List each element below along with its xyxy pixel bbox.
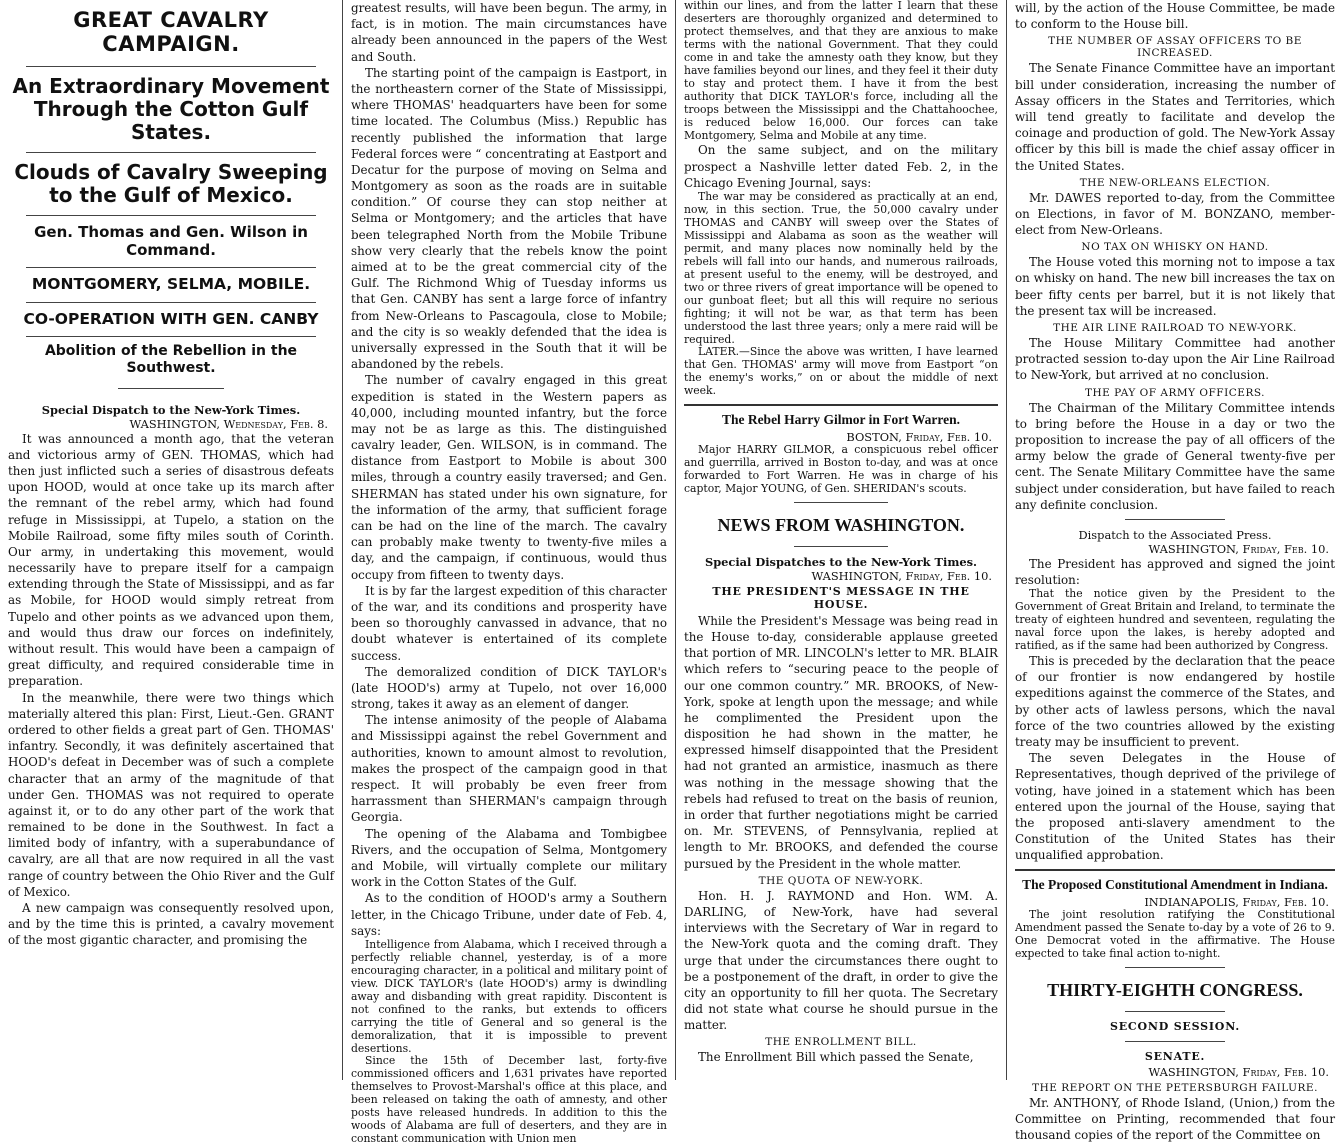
dateline: WASHINGTON, Wednesday, Feb. 8. — [129, 416, 328, 431]
byline: Special Dispatches to the New-York Times. — [704, 554, 978, 569]
divider — [26, 336, 316, 337]
divider — [26, 215, 316, 216]
quoted-paragraph: within our lines, and from the latter I learn that these deserters are thoroughly organized and determined to protect themselves, and that they are anxious to make terms with the national Government. That they could come in and take the amnesty oath they know, but they have families beyond our lines, and they feel it their duty to stay and protect them. I have it from the best authority that DICK TAYLOR's force, including all the troops between the Mississippi and the Chattahoochee, is reduced below 16,000. Our forces can take Montgomery, Selma and Mobile at any time. — [684, 0, 998, 142]
divider — [118, 388, 224, 389]
article-paragraph: The opening of the Alabama and Tombigbee Rivers, and the occupation of Selma, Montgomery and Mobile, will virtually complete our military work in the Cotton States of the Gulf. — [351, 826, 667, 890]
article-paragraph: Hon. H. J. RAYMOND and Hon. WM. A. DARLING, of New-York, have had several interviews with the Secretary of War in regard to the New-York quota and the coming draft. They urge that under the circumstances there ought to be a postponement of the draft, in order to give the city an opportunity to fill her quota. The Secretary did not state what course he should pursue in the matter. — [684, 888, 998, 1033]
article-paragraph: The House voted this morning not to impose a tax on whisky on hand. The new bill increases the tax on beer fifty cents per barrel, but it is not likely that the present tax will be increased. — [1015, 255, 1335, 318]
article-paragraph: This is preceded by the declaration that the peace of our frontier is now endangered by hostile expeditions against the commerce of the States, and by other acts of lawless persons, which the naval force of the two countries allowed by the existing treaty may be insufficient to prevent. — [1015, 654, 1335, 749]
subheading: NO TAX ON WHISKY ON HAND. — [1081, 241, 1269, 254]
section-headline: The Rebel Harry Gilmor in Fort Warren. — [721, 412, 961, 428]
byline: Special Dispatch to the New-York Times. — [41, 402, 301, 417]
quoted-paragraph: LATER.—Since the above was written, I have learned that Gen. THOMAS' army will move from Eastport “on the enemy's works,” on or about the middle of next week. — [684, 345, 998, 398]
subheading: THE NUMBER OF ASSAY OFFICERS TO BE INCREASED. — [1048, 35, 1302, 60]
article-paragraph: The number of cavalry engaged in this great expedition is stated in the Western papers as 40,000, including mounted infantry, but the force may not be as large as this. The distinguished cavalry leader, Gen. WILSON, is in command. The distance from Eastport to Mobile is about 300 miles, through a country easily traversed; and Gen. SHERMAN has stated under his own signature, for the information of the army, that sufficient forage can be had on the line of the march. The cavalry can probably make twenty to twenty-five miles a day, and the campaign, if continuous, would thus occupy from fifteen to twenty days. — [351, 373, 667, 582]
article-paragraph: The intense animosity of the people of Alabama and Mississippi against the rebel Government and authorities, known to amount almost to revolution, makes the prospect of the campaign good in that respect. It will probably be even freer from harrassment than SHERMAN's campaign through Georgia. — [351, 713, 667, 825]
byline: Dispatch to the Associated Press. — [1078, 527, 1272, 542]
divider — [1125, 1011, 1225, 1012]
divider — [26, 267, 316, 268]
column-3 — [676, 0, 1006, 1080]
divider — [1125, 967, 1225, 968]
article-paragraph: It is by far the largest expedition of this character of the war, and its conditions and prosperity have been so thoroughly canvassed in advance, that no doubt whatever is entertained of its complete success. — [351, 583, 667, 663]
column-1 — [0, 0, 342, 1080]
article-paragraph: On the same subject, and on the military prospect a Nashville letter dated Feb. 2, in the Chicago Evening Journal, says: — [684, 143, 998, 190]
article-paragraph: will, by the action of the House Committee, be made to conform to the House bill. — [1015, 1, 1335, 32]
headline-deck: MONTGOMERY, SELMA, MOBILE. — [31, 274, 311, 293]
dateline: WASHINGTON, Friday, Feb. 10. — [1148, 541, 1329, 556]
article-paragraph: Mr. DAWES reported to-day, from the Committee on Elections, in favor of M. BONZANO, member-elect from New-Orleans. — [1015, 190, 1335, 238]
divider — [794, 546, 888, 547]
column-2 — [343, 0, 675, 1146]
subheading: THE PAY OF ARMY OFFICERS. — [1084, 386, 1266, 399]
subheading: THE REPORT ON THE PETERSBURGH FAILURE. — [1032, 1081, 1318, 1094]
section-headline: The Proposed Constitutional Amendment in Indiana. — [1022, 877, 1328, 893]
headline-deck: An Extraordinary Movement Through the Cotton Gulf States. — [12, 74, 330, 145]
quoted-paragraph: Since the 15th of December last, forty-five commissioned officers and 1,631 privates have reported themselves to Provost-Marshal's office at this place, and been released on taking the oath of amnesty, and other posts have released hundreds. In addition to this the woods of Alabama are full of deserters, and they are in constant communication with Union men — [351, 1054, 667, 1146]
divider — [26, 302, 316, 303]
divider — [26, 66, 316, 67]
article-paragraph: The Senate Finance Committee have an important bill under consideration, increasing the number of Assay officers in the States and Territories, which will tend greatly to facilitate and develop the coinage and production of gold. The New-York Assay officer by this bill is made the chief assay officer in the United States. — [1015, 61, 1335, 173]
subheading: SENATE. — [1144, 1049, 1206, 1063]
section-headline: NEWS FROM WASHINGTON. — [717, 515, 965, 536]
headline-deck: Gen. Thomas and Gen. Wilson in Command. — [34, 223, 308, 259]
dateline: WASHINGTON, Friday, Feb. 10. — [811, 568, 992, 583]
divider — [26, 152, 316, 153]
quoted-paragraph: That the notice given by the President to the Government of Great Britain and Ireland, to terminate the treaty of eighteen hundred and seventeen, regulating the naval force upon the lakes, is hereby adopted and ratified, as if the same had been authorized by Congress. — [1015, 587, 1335, 653]
article-paragraph: It was announced a month ago, that the veteran and victorious army of GEN. THOMAS, which had then just inflicted such a series of disastrous defeats upon HOOD, would at once take up its march after the remnant of the rebel army, which had found refuge in Mississippi, at Tupelo, a station on the Mobile Railroad, some fifty miles south of Corinth. Our army, in undertaking this movement, would necessarily have to prepare itself for a campaign extending through the State of Mississippi, and as far as Mobile, for HOOD would simply retreat from Tupelo and other points as we advanced upon them, and would thus draw our forces on indefinitely, without result. This would have been a campaign of great difficulty, and required considerable time in preparation. — [8, 431, 334, 689]
article-paragraph: greatest results, will have been begun. The army, in fact, is in motion. The main circumstances have already been announced in the papers of the West and South. — [351, 1, 667, 64]
article-paragraph: As to the condition of HOOD's army a Southern letter, in the Chicago Tribune, under date of Feb. 4, says: — [351, 891, 667, 938]
headline-deck: Abolition of the Rebellion in the Southwest. — [44, 343, 298, 376]
article-paragraph: The Chairman of the Military Committee intends to bring before the House in a day or two the proposition to increase the pay of all officers of the army below the grade of General twenty-five per cent. The Senate Military Committee have the same subject under consideration, but have failed to reach any definite conclusion. — [1015, 400, 1335, 512]
main-headline: GREAT CAVALRY CAMPAIGN. — [73, 8, 269, 57]
article-paragraph: Mr. ANTHONY, of Rhode Island, (Union,) from the Committee on Printing, recommended that four thousand copies of the report of the Committee on — [1015, 1095, 1335, 1143]
article-paragraph: The President has approved and signed the joint resolution: — [1015, 556, 1335, 588]
section-headline: THIRTY-EIGHTH CONGRESS. — [1047, 980, 1303, 1001]
headline-deck: Clouds of Cavalry Sweeping to the Gulf of Mexico. — [14, 160, 328, 208]
headline-deck: CO-OPERATION WITH GEN. CANBY — [23, 309, 319, 328]
subheading: THE AIR LINE RAILROAD TO NEW-YORK. — [1053, 322, 1297, 334]
quoted-paragraph: The war may be considered as practically at an end, now, in this section. True, the 50,000 cavalry under THOMAS and CANBY will sweep over the States of Mississippi and Alabama as soon as the weather will permit, and many places now nominally held by the rebels will fall into our hands, and numerous railroads, at present useful to the enemy, will be destroyed, and two or three rivers of great importance will be opened to our gunboat fleet; but all this will require no serious fighting; it will not be war, as that term has been understood the last three years; only a mere raid will be required. — [684, 190, 998, 346]
subheading: SECOND SESSION. — [1110, 1019, 1240, 1033]
article-paragraph: The joint resolution ratifying the Constitutional Amendment passed the Senate to-day by a vote of 26 to 9. One Democrat voted in the affirmative. The House expected to take final action to-night. — [1015, 908, 1335, 961]
article-paragraph: The House Military Committee had another protracted session to-day upon the Air Line Railroad to New-York, but arrived at no conclusion. — [1015, 336, 1335, 383]
article-paragraph: Major HARRY GILMOR, a conspicuous rebel officer and guerrilla, arrived in Boston to-day, and was at once forwarded to Fort Warren. He was in charge of his captor, Major YOUNG, of Gen. SHERIDAN's scouts. — [684, 443, 998, 496]
divider — [1015, 869, 1335, 871]
article-paragraph: The seven Delegates in the House of Representatives, though deprived of the privilege of voting, have joined in a statement which has been entered upon the journal of the House, saying that the proposed anti-slavery amendment to the Constitution of the United States has their unqualified approbation. — [1015, 751, 1335, 863]
subheading: THE QUOTA OF NEW-YORK. — [758, 874, 924, 887]
article-paragraph: The starting point of the campaign is Eastport, in the northeastern corner of the State of Mississippi, where THOMAS' headquarters have been for some time located. The Columbus (Miss.) Republic has recently published the information that large Federal forces were “ concentrating at Eastport and Decatur for the purpose of moving on Selma and Montgomery as soon as the roads are in suitable condition.” Of course they can stop neither at Selma or Montgomery; and the articles that have been telegraphed North from the Mobile Tribune show very clearly that the rebels know the point aimed at to be the great commercial city of the Gulf. The Richmond Whig of Tuesday informs us that Gen. CANBY has sent a large force of infantry from New-Orleans to Pascagoula, close to Mobile; and the city is so weakly defended that the idea is universally expressed in the South that it will be abandoned by the rebels. — [351, 65, 667, 372]
subheading: THE NEW-ORLEANS ELECTION. — [1079, 176, 1271, 189]
divider — [1125, 1041, 1225, 1042]
divider — [794, 502, 888, 503]
article-paragraph: A new campaign was consequently resolved upon, and by the time this is printed, a cavalry movement of the most gigantic character, and promising the — [8, 901, 334, 948]
article-paragraph: The demoralized condition of DICK TAYLOR's (late HOOD's) army at Tupelo, not over 16,000 strong, takes it away as an element of danger. — [351, 664, 667, 712]
divider — [1125, 519, 1225, 520]
dateline: INDIANAPOLIS, Friday, Feb. 10. — [1144, 895, 1329, 910]
dateline: BOSTON, Friday, Feb. 10. — [846, 430, 992, 445]
subheading: THE ENROLLMENT BILL. — [765, 1036, 917, 1049]
article-paragraph: While the President's Message was being read in the House to-day, considerable applause greeted that portion of MR. LINCOLN's letter to MR. BLAIR which refers to “securing peace to the people of our one common country.” MR. BROOKS, of New-York, spoke at length upon the message; and while he complimented the President upon the disposition he had shown in the matter, he expressed himself disappointed that the President had not granted an armistice, inasmuch as there was nothing in the message showing that the rebels had refused to treat on the basis of reunion, in order that further negotiations might be carried on. Mr. STEVENS, of Pennsylvania, replied at length to Mr. BROOKS, and defended the course pursued by the President in the whole matter. — [684, 613, 998, 871]
divider — [684, 404, 998, 406]
column-4 — [1007, 0, 1343, 1143]
article-paragraph: In the meanwhile, there were two things which materially altered this plan: First, Lieut.-Gen. GRANT ordered to other fields a great part of Gen. THOMAS' infantry. Secondly, it was definitely ascertained that HOOD's defeat in December was of such a complete character that an army of the magnitude of that under Gen. THOMAS was not required to operate against it, or to do any other part of the work that remained to be done in the Southwest. In fact a limited body of infantry, with a superabundance of cavalry, are all that are now required in all the vast range of country between the Ohio River and the Gulf of Mexico. — [8, 690, 334, 899]
dateline: WASHINGTON, Friday, Feb. 10. — [1148, 1064, 1329, 1079]
subheading: THE PRESIDENT'S MESSAGE IN THE HOUSE. — [712, 584, 970, 611]
quoted-paragraph: Intelligence from Alabama, which I received through a perfectly reliable channel, yesterday, is of a more encouraging character, in a political and military point of view. DICK TAYLOR's (late HOOD's) army is dwindling away and disbanding with great rapidity. Discontent is not confined to the ranks, but extends to officers carrying the title of General and so general is the demoralization, that it is impossible to prevent desertions. — [351, 937, 667, 1055]
article-paragraph: The Enrollment Bill which passed the Senate, — [698, 1050, 974, 1065]
